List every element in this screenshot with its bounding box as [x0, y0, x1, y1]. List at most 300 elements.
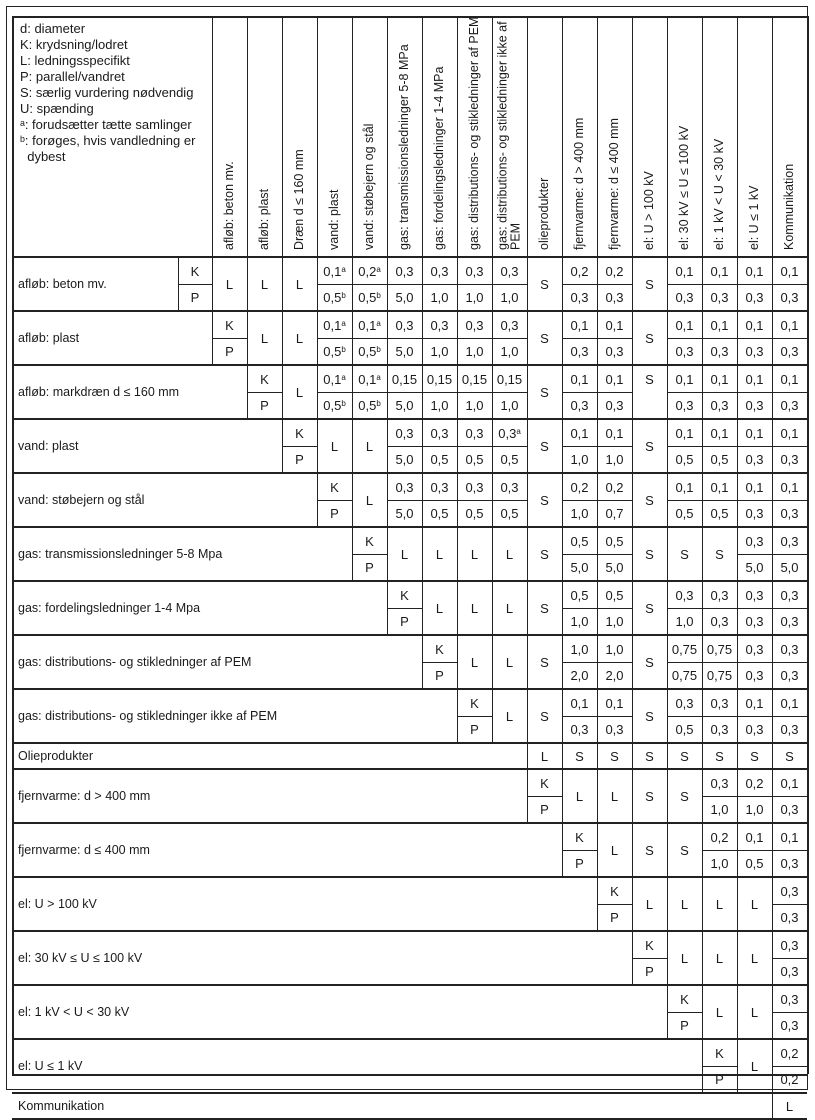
- grid-line: [737, 662, 772, 663]
- value-cell-p: 0,3: [570, 343, 589, 359]
- value-cell: S: [680, 788, 689, 804]
- value-cell-k: 0,3: [710, 587, 729, 603]
- grid-line: [422, 16, 423, 256]
- value-cell-p: 1,0: [605, 451, 624, 467]
- value-cell-k: 0,1: [710, 263, 729, 279]
- grid-line: [317, 500, 352, 501]
- value-cell-p: 0,5: [465, 451, 484, 467]
- grid-line: [632, 16, 633, 256]
- value-cell-k: 0,1: [570, 425, 589, 441]
- value-cell: L: [295, 276, 304, 292]
- value-cell-p: 0,5: [430, 505, 449, 521]
- grid-line: [737, 338, 772, 339]
- value-cell-k: 0,1: [745, 263, 764, 279]
- grid-line: [352, 554, 387, 555]
- value-cell: S: [680, 748, 689, 764]
- grid-line: [387, 338, 422, 339]
- legend-item: ᵇ: forøges, hvis vandledning er: [20, 133, 196, 148]
- k-marker: K: [610, 883, 619, 899]
- column-header: Dræn d ≤ 160 mm: [291, 149, 306, 250]
- grid-line: [597, 904, 632, 905]
- row-label: el: 1 kV < U < 30 kV: [18, 1004, 130, 1019]
- grid-line: [772, 554, 807, 555]
- grid-line: [702, 796, 737, 797]
- legend-item: U: spænding: [20, 101, 94, 116]
- value-cell-p: 1,0: [570, 451, 589, 467]
- value-cell-k: 0,3: [710, 695, 729, 711]
- p-marker: P: [190, 289, 200, 305]
- value-cell-p: 1,0: [605, 613, 624, 629]
- p-marker: P: [610, 909, 619, 925]
- value-cell: S: [645, 546, 654, 562]
- value-cell-p: 0,5: [430, 451, 449, 467]
- value-cell-k: 0,1: [570, 695, 589, 711]
- grid-line: [387, 446, 422, 447]
- row-label: Kommunikation: [18, 1098, 105, 1113]
- grid-line: [562, 608, 597, 609]
- grid-line: [247, 392, 282, 393]
- grid-line: [597, 16, 598, 256]
- value-cell: L: [715, 896, 724, 912]
- value-cell-k: 0,2: [570, 263, 589, 279]
- value-cell-p: 1,0: [675, 613, 694, 629]
- p-marker: P: [330, 505, 339, 521]
- grid-line: [632, 958, 667, 959]
- row-label: fjernvarme: d ≤ 400 mm: [18, 842, 150, 857]
- value-cell: L: [715, 950, 724, 966]
- value-cell: L: [750, 896, 759, 912]
- value-cell: L: [610, 788, 619, 804]
- value-cell: L: [470, 600, 479, 616]
- value-cell-p: 0,5: [675, 451, 694, 467]
- value-cell-p: 1,0: [465, 397, 484, 413]
- grid-line: [772, 392, 807, 393]
- value-cell-p: 1,0: [500, 397, 519, 413]
- p-marker: P: [365, 559, 374, 575]
- grid-line: [772, 796, 807, 797]
- grid-line: [212, 338, 247, 339]
- column-header: el: U ≤ 1 kV: [746, 185, 761, 250]
- value-cell-k: 0,1: [710, 317, 729, 333]
- value-cell-p: 0,3: [780, 721, 799, 737]
- grid-line: [702, 446, 737, 447]
- legend-item: K: krydsning/lodret: [20, 37, 128, 52]
- value-cell: S: [540, 330, 549, 346]
- value-cell-k: 0,2: [780, 1045, 799, 1061]
- value-cell-k: 0,1: [675, 263, 694, 279]
- value-cell-k: 0,3: [465, 479, 484, 495]
- grid-line: [212, 16, 213, 256]
- value-cell: S: [645, 600, 654, 616]
- k-marker: K: [575, 829, 584, 845]
- grid-line: [702, 662, 737, 663]
- value-cell: L: [505, 546, 514, 562]
- value-cell-k: 0,1: [710, 371, 729, 387]
- row-label: gas: transmissionsledninger 5-8 Mpa: [18, 546, 223, 561]
- k-marker: K: [330, 479, 339, 495]
- value-cell-k: 0,5: [605, 587, 624, 603]
- grid-line: [562, 850, 597, 851]
- value-cell-p: 0,5: [465, 505, 484, 521]
- value-cell: L: [365, 438, 374, 454]
- grid-line: [667, 392, 702, 393]
- value-cell-p: 2,0: [570, 667, 589, 683]
- value-cell-k: 0,1: [675, 479, 694, 495]
- value-cell: S: [540, 438, 549, 454]
- value-cell: L: [680, 950, 689, 966]
- grid-line: [702, 338, 737, 339]
- value-cell: L: [225, 276, 234, 292]
- value-cell: S: [610, 748, 619, 764]
- value-cell-k: 0,3: [780, 937, 799, 953]
- grid-line: [737, 500, 772, 501]
- value-cell-p: 2,0: [605, 667, 624, 683]
- value-cell-p: 1,0: [745, 801, 764, 817]
- value-cell-k: 0,3: [500, 479, 519, 495]
- value-cell-k: 0,15: [496, 371, 523, 387]
- value-cell-k: 0,3: [430, 317, 449, 333]
- grid-line: [772, 716, 807, 717]
- value-cell: L: [750, 950, 759, 966]
- grid-line: [422, 446, 457, 447]
- grid-line: [702, 850, 737, 851]
- value-cell-p: 0,5: [675, 721, 694, 737]
- value-cell-p: 0,3: [780, 289, 799, 305]
- value-cell-p: 0,5: [710, 505, 729, 521]
- row-label: gas: fordelingsledninger 1-4 Mpa: [18, 600, 201, 615]
- column-header: el: U > 100 kV: [641, 171, 656, 250]
- value-cell: S: [645, 842, 654, 858]
- legend-item: P: parallel/vandret: [20, 69, 125, 84]
- row-label: gas: distributions- og stikledninger ikke af PEM: [18, 708, 278, 723]
- value-cell-p: 1,0: [430, 343, 449, 359]
- column-header: afløb: beton mv.: [221, 161, 236, 250]
- grid-line: [772, 338, 807, 339]
- value-cell-p: 0,3: [780, 1017, 799, 1033]
- grid-line: [702, 608, 737, 609]
- value-cell: S: [645, 492, 654, 508]
- k-marker: K: [645, 937, 654, 953]
- grid-line: [562, 500, 597, 501]
- grid-line: [737, 850, 772, 851]
- grid-line: [667, 716, 702, 717]
- value-cell-p: 0,5 $^b$: [358, 397, 381, 413]
- value-cell: L: [470, 654, 479, 670]
- grid-line: [562, 716, 597, 717]
- grid-line: [562, 338, 597, 339]
- k-marker: K: [470, 695, 479, 711]
- legend-item: S: særlig vurdering nødvendig: [20, 85, 194, 100]
- p-marker: P: [470, 721, 479, 737]
- grid-line: [702, 716, 737, 717]
- value-cell-k: 0,3: [745, 587, 764, 603]
- value-cell-p: 0,5 $^b$: [323, 397, 346, 413]
- p-marker: P: [645, 963, 654, 979]
- value-cell: S: [645, 748, 654, 764]
- value-cell-p: 1,0: [430, 397, 449, 413]
- value-cell-p: 0,3: [710, 721, 729, 737]
- value-cell-p: 0,3: [745, 613, 764, 629]
- value-cell-p: 0,3: [605, 397, 624, 413]
- value-cell-k: 0,1: [745, 371, 764, 387]
- value-cell-p: 1,0: [465, 343, 484, 359]
- value-cell-p: 0,3: [675, 343, 694, 359]
- grid-line: [562, 662, 597, 663]
- grid-line: [597, 284, 632, 285]
- value-cell-p: 5,0: [605, 559, 624, 575]
- value-cell-p: 0,3: [780, 963, 799, 979]
- grid-line: [667, 662, 702, 663]
- value-cell: L: [295, 330, 304, 346]
- value-cell-k: 0,15: [426, 371, 453, 387]
- value-cell-k: 0,1: [745, 425, 764, 441]
- value-cell-p: 1,0: [570, 613, 589, 629]
- value-cell-p: 0,5 $^b$: [358, 289, 381, 305]
- value-cell-k: 0,2: [710, 829, 729, 845]
- value-cell-p: 1,0: [500, 289, 519, 305]
- grid-line: [457, 284, 492, 285]
- p-marker: P: [715, 1071, 724, 1087]
- value-cell: L: [750, 1004, 759, 1020]
- value-cell: L: [505, 708, 514, 724]
- k-marker: K: [190, 263, 200, 279]
- value-cell: L: [435, 546, 444, 562]
- legend-item: L: ledningsspecifikt: [20, 53, 130, 68]
- value-cell-p: 0,5: [500, 505, 519, 521]
- value-cell-p: 0,5: [500, 451, 519, 467]
- value-cell-p: 0,3: [780, 451, 799, 467]
- value-cell-k: 0,15: [391, 371, 418, 387]
- value-cell: S: [540, 276, 549, 292]
- legend-text: [20, 21, 195, 165]
- value-cell-p: 0,2: [780, 1071, 799, 1087]
- value-cell-k: 0,1: [605, 695, 624, 711]
- value-cell-k: 0,3: [465, 425, 484, 441]
- value-cell-p: 0,3: [605, 343, 624, 359]
- grid-line: [178, 284, 212, 285]
- grid-line: [457, 16, 458, 256]
- value-cell-k: 0,1: [570, 371, 589, 387]
- value-cell-k: 0,3: [395, 425, 414, 441]
- value-cell-p: 0,3: [675, 289, 694, 305]
- grid-line: [387, 284, 422, 285]
- column-header: el: 30 kV ≤ U ≤ 100 kV: [676, 125, 691, 250]
- grid-line: [667, 1012, 702, 1013]
- row-label: el: 30 kV ≤ U ≤ 100 kV: [18, 950, 143, 965]
- value-cell: L: [575, 788, 584, 804]
- k-marker: K: [680, 991, 689, 1007]
- value-cell-p: 0,5 $^b$: [323, 289, 346, 305]
- grid-line: [772, 16, 773, 256]
- value-cell-k: 0,3: [465, 263, 484, 279]
- value-cell-k: 0,1 $^a$: [323, 371, 346, 387]
- grid-line: [667, 16, 668, 256]
- grid-line: [352, 338, 387, 339]
- value-cell-p: 0,3: [745, 289, 764, 305]
- value-cell-k: 0,5: [570, 533, 589, 549]
- value-cell-p: 0,3: [780, 343, 799, 359]
- value-cell: L: [750, 1058, 759, 1074]
- grid-line: [562, 554, 597, 555]
- grid-line: [667, 284, 702, 285]
- value-cell-k: 0,1: [605, 425, 624, 441]
- value-cell: S: [540, 492, 549, 508]
- value-cell-k: 0,1: [780, 775, 799, 791]
- value-cell-p: 0,3: [780, 909, 799, 925]
- legend-item: dybest: [20, 149, 66, 164]
- value-cell-p: 0,75: [671, 667, 698, 683]
- grid-line: [737, 796, 772, 797]
- value-cell-p: 0,3: [745, 397, 764, 413]
- grid-line: [387, 392, 422, 393]
- value-cell-k: 0,1: [780, 371, 799, 387]
- grid-line: [317, 392, 352, 393]
- grid-line: [457, 716, 492, 717]
- value-cell-p: 1,0: [710, 801, 729, 817]
- grid-line: [422, 392, 457, 393]
- column-header: vand: støbejern og stål: [361, 123, 376, 250]
- grid-line: [667, 338, 702, 339]
- value-cell-k: 0,1 $^a$: [323, 317, 346, 333]
- grid-line: [457, 500, 492, 501]
- column-header: gas: transmissionsledninger 5-8 MPa: [396, 44, 411, 250]
- p-marker: P: [295, 451, 304, 467]
- value-cell-p: 5,0: [395, 505, 414, 521]
- value-cell: S: [680, 842, 689, 858]
- value-cell: S: [540, 654, 549, 670]
- row-label: el: U > 100 kV: [18, 896, 97, 911]
- grid-line: [387, 608, 422, 609]
- p-marker: P: [225, 343, 234, 359]
- column-header: gas: distributions- og stikledninger af PEM: [466, 16, 481, 250]
- value-cell-k: 0,3: [395, 263, 414, 279]
- value-cell-p: 1,0: [465, 289, 484, 305]
- grid-line: [737, 446, 772, 447]
- grid-line: [562, 446, 597, 447]
- value-cell: S: [540, 384, 549, 400]
- value-cell: L: [400, 546, 409, 562]
- value-cell-p: 0,3: [605, 721, 624, 737]
- value-cell-k: 0,1: [745, 829, 764, 845]
- value-cell-k: 0,3: [465, 317, 484, 333]
- grid-line: [492, 392, 527, 393]
- grid-line: [702, 284, 737, 285]
- value-cell-k: 0,1 $^a$: [358, 317, 381, 333]
- grid-line: [737, 608, 772, 609]
- k-marker: K: [435, 641, 444, 657]
- value-cell: L: [260, 276, 269, 292]
- value-cell-k: 0,2: [570, 479, 589, 495]
- grid-line: [597, 608, 632, 609]
- value-cell-p: 0,3: [780, 397, 799, 413]
- value-cell-k: 0,3: [780, 883, 799, 899]
- legend-item: d: diameter: [20, 21, 86, 36]
- k-marker: K: [540, 775, 549, 791]
- grid-line: [772, 446, 807, 447]
- value-cell-k: 0,3: [780, 991, 799, 1007]
- table-border-right: [807, 16, 809, 1074]
- grid-line: [737, 554, 772, 555]
- grid-line: [597, 392, 632, 393]
- column-header: vand: plast: [326, 189, 341, 250]
- grid-line: [772, 500, 807, 501]
- value-cell-p: 0,3: [570, 289, 589, 305]
- p-marker: P: [575, 855, 584, 871]
- grid-line: [737, 284, 772, 285]
- value-cell-k: 0,3: [430, 263, 449, 279]
- value-cell-k: 0,1: [745, 479, 764, 495]
- value-cell-k: 0,75: [706, 641, 733, 657]
- grid-line: [492, 500, 527, 501]
- grid-line: [422, 500, 457, 501]
- value-cell-k: 0,3: [745, 533, 764, 549]
- value-cell: S: [645, 708, 654, 724]
- value-cell-k: 0,3: [780, 533, 799, 549]
- row-label: el: U ≤ 1 kV: [18, 1058, 83, 1073]
- value-cell-k: 0,1: [570, 317, 589, 333]
- value-cell-k: 0,1: [675, 425, 694, 441]
- p-marker: P: [260, 397, 269, 413]
- value-cell-p: 5,0: [395, 289, 414, 305]
- value-cell-k: 0,1: [605, 371, 624, 387]
- grid-line: [667, 446, 702, 447]
- value-cell-k: 0,1: [710, 479, 729, 495]
- grid-line: [772, 1066, 807, 1067]
- value-cell: S: [785, 748, 794, 764]
- value-cell: L: [785, 1098, 794, 1114]
- row-label: fjernvarme: d > 400 mm: [18, 788, 151, 803]
- grid-line: [597, 500, 632, 501]
- grid-line: [597, 662, 632, 663]
- value-cell-k: 0,3: [710, 775, 729, 791]
- value-cell-p: 0,5: [745, 855, 764, 871]
- value-cell-p: 0,7: [605, 505, 624, 521]
- value-cell-p: 0,3: [570, 397, 589, 413]
- value-cell-k: 0,1: [780, 829, 799, 845]
- row-label: Olieprodukter: [18, 748, 94, 763]
- value-cell-k: 1,0: [570, 641, 589, 657]
- grid-line: [282, 446, 317, 447]
- grid-line: [772, 662, 807, 663]
- value-cell-k: 0,3: [395, 317, 414, 333]
- row-label: afløb: beton mv.: [18, 276, 107, 291]
- value-cell: L: [330, 438, 339, 454]
- column-header: el: 1 kV < U < 30 kV: [711, 138, 726, 250]
- value-cell-k: 0,1: [780, 695, 799, 711]
- grid-line: [387, 500, 422, 501]
- value-cell: L: [715, 1004, 724, 1020]
- k-marker: K: [365, 533, 374, 549]
- grid-line: [317, 284, 352, 285]
- value-cell-p: 1,0: [710, 855, 729, 871]
- grid-line: [457, 392, 492, 393]
- grid-line: [562, 16, 563, 256]
- column-header: gas: distributions- og stikledninger ikke af PEM: [495, 21, 523, 250]
- row-label: vand: støbejern og stål: [18, 492, 145, 507]
- value-cell-p: 0,3: [780, 613, 799, 629]
- value-cell-p: 0,3: [745, 721, 764, 737]
- grid-line: [387, 16, 388, 256]
- value-cell-k: 0,3: [430, 425, 449, 441]
- value-cell-k: 0,1: [675, 371, 694, 387]
- grid-line: [247, 16, 248, 256]
- value-cell-p: 0,3: [745, 343, 764, 359]
- value-cell: L: [295, 384, 304, 400]
- value-cell: S: [645, 276, 654, 292]
- value-cell: L: [610, 842, 619, 858]
- value-cell-k: 0,1: [745, 317, 764, 333]
- value-cell-p: 0,3: [710, 343, 729, 359]
